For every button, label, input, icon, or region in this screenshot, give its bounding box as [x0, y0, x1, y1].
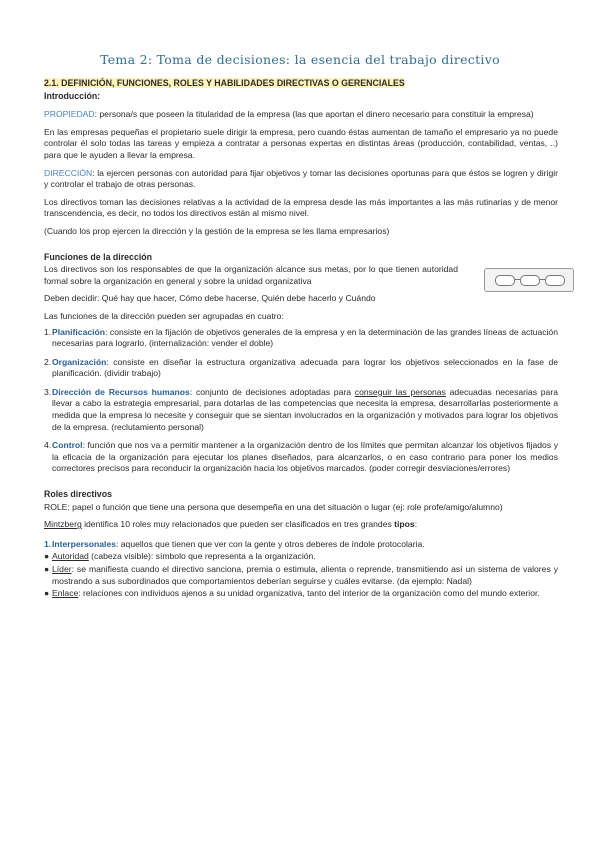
mintzberg-paragraph [44, 519, 558, 531]
bullet-term: Enlace [52, 588, 79, 599]
bullet-term: Autoridad [52, 551, 89, 562]
item-text: adecuadas necesarias para llevar a cabo la estrategia empresarial, para dotarlas de las competencias que necesita la empresa, desarrollarlas posteriormente a medida que la empresa lo necesite y conseguir que se sientan involucrados en la organización y motivados para lograr los objetivos de la empresa. (reclutamiento personal) [52, 386, 558, 432]
direccion-paragraph [44, 168, 558, 191]
paragraph: (Cuando los prop ejercen la dirección y la gestión de la empresa se les llama empresarios) [44, 225, 390, 236]
bullet-item [44, 588, 558, 600]
roles-heading: Roles directivos [44, 489, 112, 500]
item-text: : consiste en diseñar la estructura organizativa adecuada para lograr los objetivos seleccionados en la fase de planificación. (dividir trabajo) [52, 356, 558, 379]
propiedad-paragraph [44, 109, 558, 121]
page-title: Tema 2: Toma de decisiones: la esencia del trabajo directivo [100, 52, 500, 67]
list-number: 1. [44, 326, 52, 337]
item-term: Dirección de Recursos humanos [52, 386, 190, 397]
paragraph: Las funciones de la dirección pueden ser agrupadas en cuatro: [44, 310, 284, 321]
list-number: 4. [44, 440, 52, 451]
funciones-heading: Funciones de la dirección [44, 251, 153, 262]
mintzberg-end: : [414, 519, 418, 530]
bullet-text: (cabeza visible): símbolo que representa a la organización. [88, 551, 316, 562]
item-text: : función que nos va a permitir mantener a la organización dentro de los límites que permitan alcanzar los objetivos fijados y la eficacia de la organización para ejecutar los planes diseñados, para alcanzarlos, o en caso contrario para poner los medios correctores precisos para reconducir la organización hacia los objetivos marcados. (poder corregir desviaciones/errores) [52, 440, 558, 474]
item-term: Control [52, 440, 83, 451]
item-term: Planificación [52, 326, 106, 337]
paragraph: Los directivos son los responsables de que la organización alcance sus metas, por lo que tienen autoridad formal sobre la organización en general y sobre la unidad organizativa [44, 264, 458, 286]
propiedad-term: PROPIEDAD [44, 109, 95, 120]
paragraph: En las empresas pequeñas el propietario suele dirigir la empresa, pero cuando éstas aumentan de tamaño el empresario ya no puede controlar él solo todas las tareas y empieza a contratar a personas expertas en distintas áreas (producción, contabilidad, ventas, ..) para que le ayuden a llevar la empresa. [44, 126, 558, 160]
bullet-icon: ● [44, 551, 50, 562]
list-item [44, 539, 558, 551]
mintzberg-name: Mintzberg [44, 519, 82, 530]
list-item [44, 357, 558, 380]
tipos-term: tipos [394, 519, 415, 530]
item-text-underlined: conseguir las personas [354, 386, 446, 397]
list-number: 2. [44, 356, 52, 367]
bullet-item [44, 564, 558, 587]
list-number: 1. [44, 538, 52, 549]
bullet-text: : se manifiesta cuando el directivo sanciona, premia o estimula, alienta o reprende, transmitiendo así un sistema de valores y mostrando a sus subordinados que comportamientos deberían seguirse y cuáles evitarse. (da ejemplo: Nadal) [52, 564, 558, 586]
paragraph: ROLE: papel o función que tiene una persona que desempeña en una det situación o lugar (ej: role profe/amigo/alumno) [44, 501, 503, 512]
section-heading: 2.1. DEFINICIÓN, FUNCIONES, ROLES Y HABILIDADES DIRECTIVAS O GERENCIALES [44, 78, 405, 88]
intro-heading: Introducción: [44, 90, 101, 101]
list-number: 3. [44, 386, 52, 397]
mintzberg-text: identifica 10 roles muy relacionados que pueden ser clasificados en tres grandes [81, 519, 395, 530]
bullet-item [44, 551, 558, 563]
bullet-text: : relaciones con individuos ajenos a su unidad organizativa, tanto del interior de la organización como del mundo exterior. [78, 588, 540, 599]
document-body [44, 78, 558, 601]
paragraph: Deben decidir: Qué hay que hacer, Cómo debe hacerse, Quién debe hacerlo y Cuándo [44, 293, 376, 304]
list-item [44, 440, 558, 475]
list-item [44, 387, 558, 433]
item-text: : aquellos que tienen que ver con la gente y otros deberes de índole protocolaria. [116, 538, 425, 549]
item-text: : consiste en la fijación de objetivos generales de la empresa y en la determinación de las grandes líneas de actuación necesarias para lograrlo. (internalización: vender el doble) [52, 326, 558, 349]
propiedad-text: : persona/s que poseen la titularidad de la empresa (las que aportan el dinero necesario para constituir la empresa) [94, 109, 534, 120]
item-text: : conjunto de decisiones adoptadas para [189, 386, 355, 397]
bullet-term: Líder [52, 564, 72, 574]
list-item [44, 327, 558, 350]
direccion-text: : la ejercen personas con autoridad para fijar objetivos y tomar las decisiones oportunas para que éstos se logren y dirigir y controlar el trabajo de otras personas. [44, 167, 558, 190]
bullet-icon: ● [44, 564, 50, 574]
direccion-term: DIRECCIÓN [44, 167, 93, 178]
item-term: Interpersonales [52, 538, 116, 549]
item-term: Organización [52, 356, 107, 367]
bullet-icon: ● [44, 588, 50, 599]
paragraph: Los directivos toman las decisiones relativas a la actividad de la empresa desde las más importantes a las más rutinarias y de menor transcendencia, es decir, no todos los directivos están al mismo nivel. [44, 196, 558, 219]
